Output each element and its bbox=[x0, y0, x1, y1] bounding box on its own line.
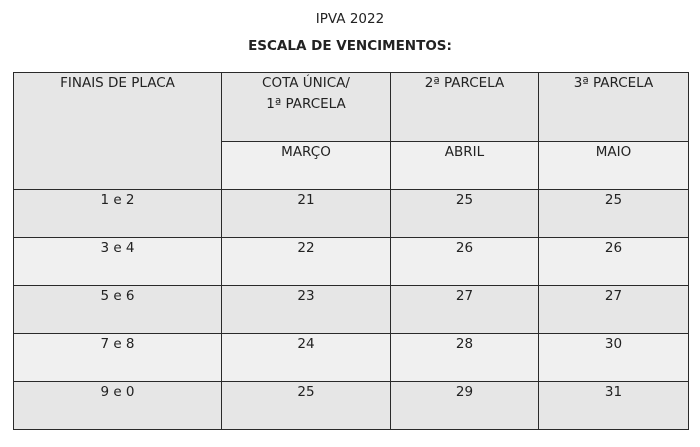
header-cota-line2: 1ª PARCELA bbox=[266, 96, 346, 112]
parcela-2-cell: 25 bbox=[391, 190, 539, 238]
header-finais-label: FINAIS DE PLACA bbox=[60, 75, 175, 91]
finais-cell: 9 e 0 bbox=[14, 382, 222, 430]
month-cell: ABRIL bbox=[391, 142, 539, 190]
finais-cell: 1 e 2 bbox=[14, 190, 222, 238]
table-row bbox=[14, 334, 689, 382]
parcela-3-cell: 30 bbox=[539, 334, 689, 382]
header-parcela-3-label: 3ª PARCELA bbox=[573, 75, 654, 91]
month-cell: MARÇO bbox=[222, 142, 391, 190]
page-subtitle: ESCALA DE VENCIMENTOS: bbox=[248, 38, 452, 54]
table-row bbox=[14, 190, 689, 238]
page-title: IPVA 2022 bbox=[315, 11, 385, 27]
parcela-2-cell: 26 bbox=[391, 238, 539, 286]
parcela-3-cell: 31 bbox=[539, 382, 689, 430]
parcela-2-cell: 27 bbox=[391, 286, 539, 334]
parcela-2-cell: 28 bbox=[391, 334, 539, 382]
header-parcela-2-label: 2ª PARCELA bbox=[424, 75, 505, 91]
table-row bbox=[14, 382, 689, 430]
month-cell: MAIO bbox=[539, 142, 689, 190]
table-row bbox=[14, 238, 689, 286]
table-header-row bbox=[14, 73, 689, 142]
finais-cell: 7 e 8 bbox=[14, 334, 222, 382]
cota-unica-cell: 22 bbox=[222, 238, 391, 286]
header-cota-unica bbox=[222, 73, 391, 142]
finais-cell: 3 e 4 bbox=[14, 238, 222, 286]
due-dates-table bbox=[13, 72, 689, 430]
parcela-3-cell: 27 bbox=[539, 286, 689, 334]
table-row bbox=[14, 286, 689, 334]
cota-unica-cell: 24 bbox=[222, 334, 391, 382]
cota-unica-cell: 25 bbox=[222, 382, 391, 430]
parcela-3-cell: 26 bbox=[539, 238, 689, 286]
parcela-2-cell: 29 bbox=[391, 382, 539, 430]
header-parcela-3 bbox=[539, 73, 689, 142]
header-parcela-2 bbox=[391, 73, 539, 142]
header-finais-de-placa bbox=[14, 73, 222, 190]
finais-cell: 5 e 6 bbox=[14, 286, 222, 334]
parcela-3-cell: 25 bbox=[539, 190, 689, 238]
cota-unica-cell: 23 bbox=[222, 286, 391, 334]
header-cota-line1: COTA ÚNICA/ bbox=[262, 75, 350, 91]
cota-unica-cell: 21 bbox=[222, 190, 391, 238]
